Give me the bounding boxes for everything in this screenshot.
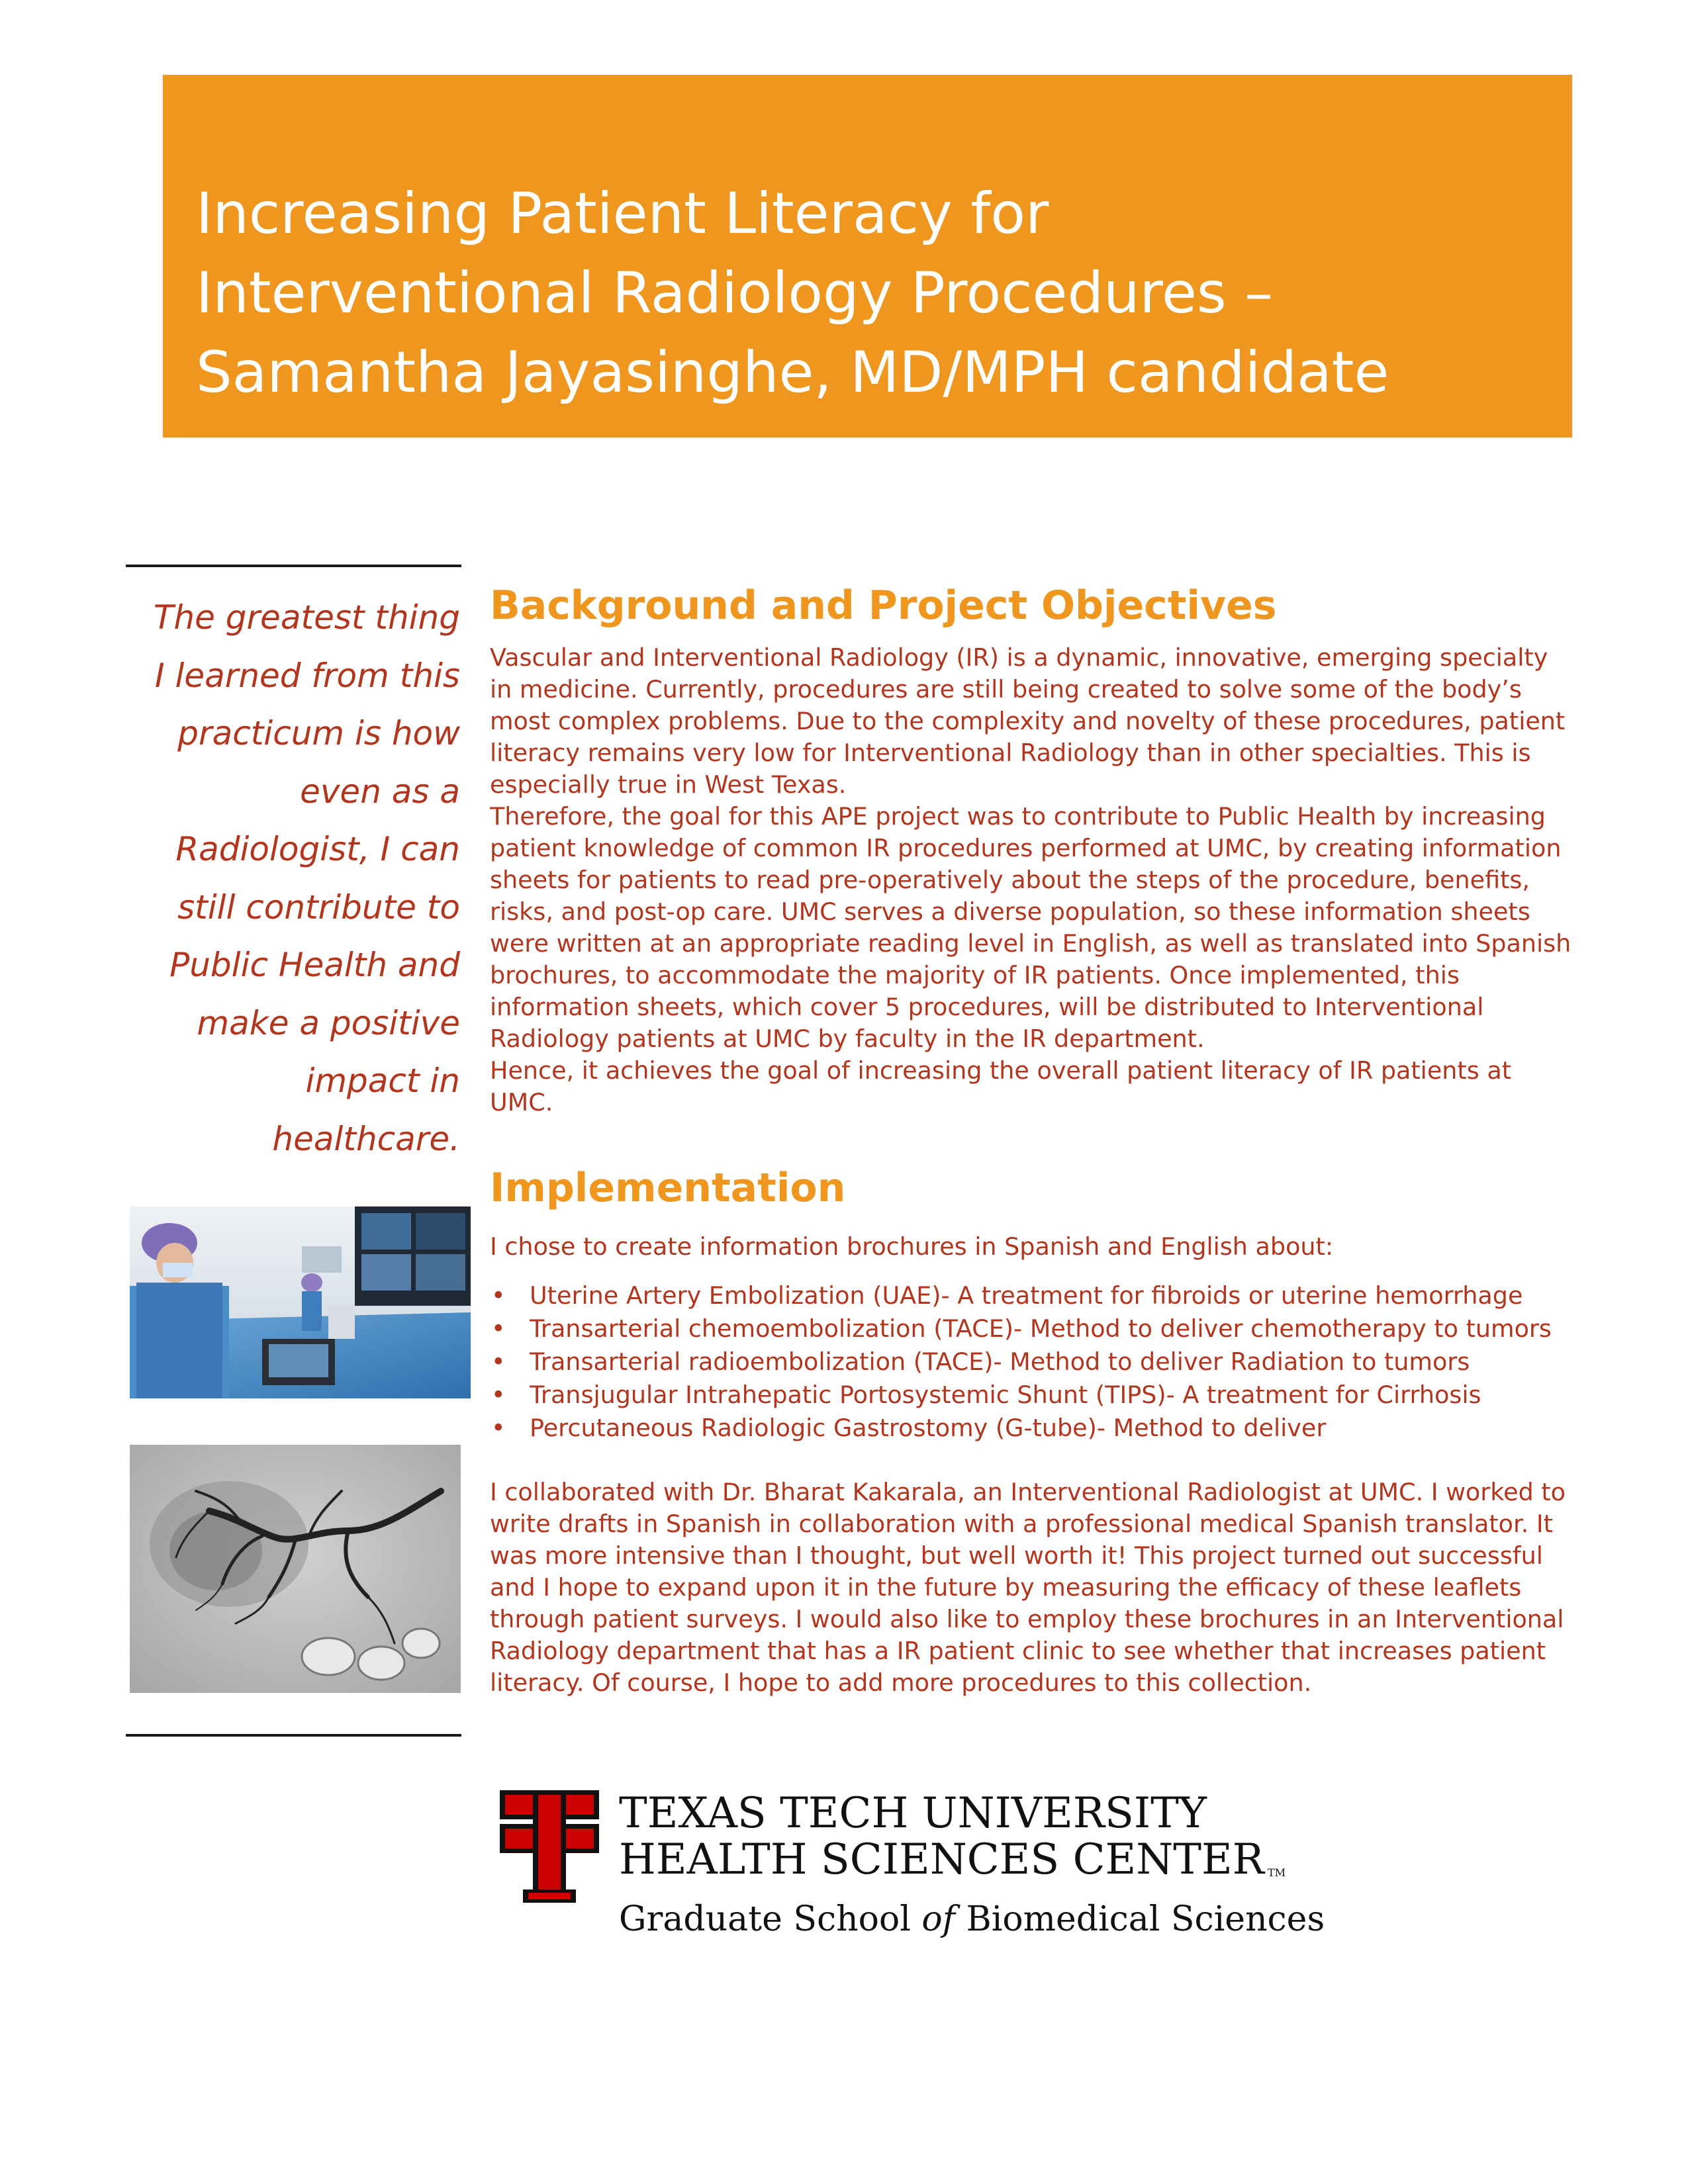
procedure-item-text: Percutaneous Radiologic Gastrostomy (G-tube)- Method to deliver bbox=[530, 1414, 1327, 1442]
quote-line: even as a bbox=[300, 772, 460, 811]
implementation-heading: Implementation bbox=[490, 1165, 846, 1211]
background-section bbox=[490, 579, 1575, 1118]
quote-line: Radiologist, I can bbox=[175, 830, 460, 868]
trademark-mark: TM bbox=[1268, 1866, 1286, 1879]
quote-line: Public Health and bbox=[169, 946, 460, 984]
logo-university-name: TEXAS TECH UNIVERSITY bbox=[619, 1789, 1207, 1838]
quote-line: healthcare. bbox=[272, 1119, 460, 1158]
quote-line: practicum is how bbox=[177, 714, 460, 752]
header-banner bbox=[163, 75, 1572, 437]
quote-line: make a positive bbox=[197, 1003, 460, 1042]
logo-school-name bbox=[619, 1899, 1325, 1939]
sidebar-bottom-rule bbox=[126, 1734, 461, 1737]
implementation-section bbox=[490, 1161, 1575, 1699]
procedure-item-text: Uterine Artery Embolization (UAE)- A treatment for fibroids or uterine hemorrhage bbox=[530, 1281, 1523, 1310]
quote-line: still contribute to bbox=[177, 887, 460, 927]
procedure-item-text: Transarterial chemoembolization (TACE)- Method to deliver chemotherapy to tumors bbox=[530, 1314, 1552, 1343]
background-heading: Background and Project Objectives bbox=[490, 582, 1277, 629]
bullet-icon: • bbox=[491, 1314, 506, 1343]
title-line-2: Interventional Radiology Procedures – bbox=[196, 260, 1274, 326]
bullet-icon: • bbox=[491, 1281, 506, 1310]
logo-center-name: HEALTH SCIENCES CENTER bbox=[619, 1835, 1264, 1884]
background-paragraph-3: Hence, it achieves the goal of increasing the overall patient literacy of IR patients at UMC. bbox=[490, 1056, 1512, 1116]
bullet-icon: • bbox=[491, 1381, 506, 1409]
procedure-list bbox=[490, 1279, 1575, 1445]
sidebar-top-rule bbox=[126, 565, 461, 567]
quote-line: I learned from this bbox=[154, 656, 460, 695]
procedure-room-photo bbox=[130, 1206, 471, 1398]
procedure-item-text: Transjugular Intrahepatic Portosystemic Shunt (TIPS)- A treatment for Cirrhosis bbox=[530, 1381, 1481, 1409]
list-item bbox=[490, 1345, 1575, 1379]
procedure-room-illustration bbox=[130, 1206, 471, 1398]
title-line-1: Increasing Patient Literacy for bbox=[196, 181, 1049, 247]
background-paragraph-2: Therefore, the goal for this APE project was to contribute to Public Health by increasing patient knowledge of common IR procedures performed at UMC, by creating information sheets for patients to read pre-operatively about the steps of the procedure, benefits, risks, and post-op care. UMC serves a diverse population, so these information sheets were written at an appropriate reading level in English, as well as translated into Spanish brochures, to accommodate the majority of IR patients. Once implemented, this information sheets, which cover 5 procedures, will be distributed to Interventional Radiology patients at UMC by faculty in the IR department. bbox=[490, 802, 1571, 1053]
list-item bbox=[490, 1279, 1575, 1312]
double-t-icon bbox=[496, 1787, 602, 1906]
quote-line: The greatest thing bbox=[153, 598, 460, 637]
list-item bbox=[490, 1412, 1575, 1445]
procedure-item-text: Transarterial radioembolization (TACE)- Method to deliver Radiation to tumors bbox=[530, 1347, 1470, 1376]
implementation-closing: I collaborated with Dr. Bharat Kakarala, an Interventional Radiologist at UMC. I worked to write drafts in Spanish in collaboration with a professional medical Spanish translator. It was more intensive than I thought, but well worth it! This project turned out successful and I hope to expand upon it in the future by measuring the efficacy of these leaflets through patient surveys. I would also like to employ these brochures in an Interventional Radiology department that has a IR patient clinic to see whether that increases patient literacy. Of course, I hope to add more procedures to this collection. bbox=[490, 1478, 1566, 1697]
ttuhsc-logo bbox=[496, 1787, 1324, 1959]
angiography-image bbox=[130, 1445, 461, 1693]
list-item bbox=[490, 1312, 1575, 1345]
quote-line: impact in bbox=[305, 1062, 460, 1100]
bullet-icon: • bbox=[491, 1414, 506, 1442]
author-line: Samantha Jayasinghe, MD/MPH candidate bbox=[196, 340, 1389, 406]
logo-school-of: of bbox=[921, 1899, 955, 1939]
pull-quote bbox=[99, 589, 460, 1168]
implementation-intro: I chose to create information brochures in Spanish and English about: bbox=[490, 1232, 1334, 1261]
bullet-icon: • bbox=[491, 1347, 506, 1376]
logo-school-part: Graduate School bbox=[619, 1899, 922, 1939]
angiography-illustration bbox=[130, 1445, 461, 1693]
background-paragraph-1: Vascular and Interventional Radiology (IR) is a dynamic, innovative, emerging specialty in medicine. Currently, procedures are still being created to solve some of the body’s most complex problems. Due to the complexity and novelty of these procedures, patient literacy remains very low for Interventional Radiology than in other specialties. This is especially true in West Texas. bbox=[490, 643, 1566, 799]
list-item bbox=[490, 1379, 1575, 1412]
logo-school-part: Biomedical Sciences bbox=[955, 1899, 1325, 1939]
